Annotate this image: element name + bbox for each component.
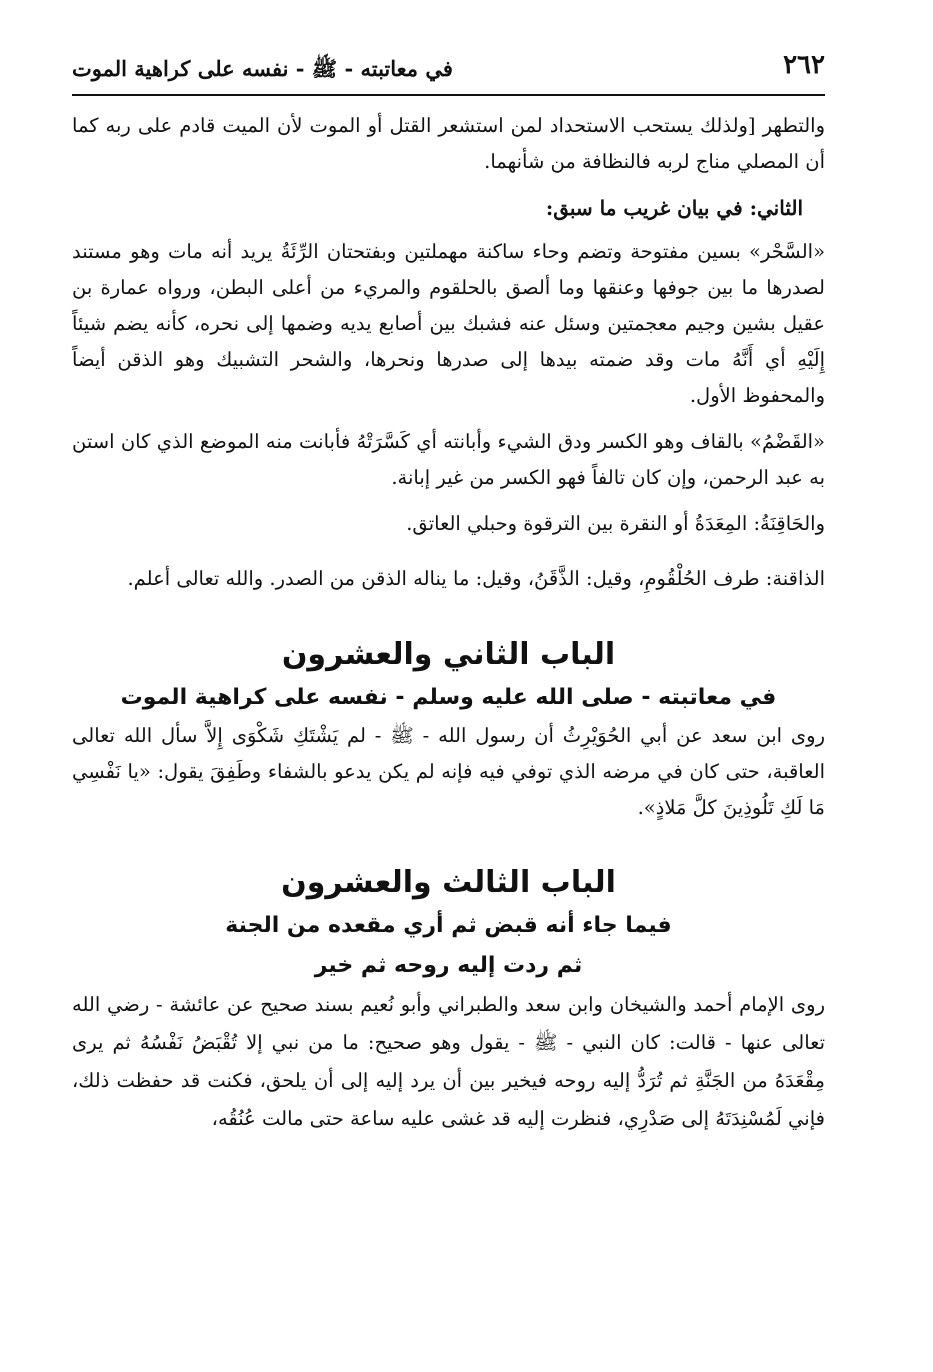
gloss-subheading: الثاني: في بيان غريب ما سبق:: [545, 196, 803, 220]
gloss-paragraph-dhaqina: الذاقنة: طرف الحُلْقُومِ، وقيل: الذَّقَنُ، وقيل: ما يناله الذقن من الصدر. والله تعالى أعلم.: [127, 567, 825, 590]
chapter-22-subtitle: في معاتبته - صلى الله عليه وسلم - نفسه على كراهية الموت: [120, 685, 777, 710]
page-number: ٢٦٢: [783, 50, 825, 80]
chapter-22-text: روى ابن سعد عن أبي الحُوَيْرِثُ أن رسول الله - ﷺ - لم يَشْتَكِ شَكْوَى إِلاَّ سأل الله تعالى العاقبة، حتى كان في مرضه الذي توفي فيه فإنه لم يكن يدعو بالشفاء وطَفِقَ يقول: «يا نَفْسِي مَا لَكِ تَلُوذِينَ كلَّ مَلاذٍ».: [72, 724, 825, 819]
page-content: [72, 96, 825, 1138]
section-spacer: [72, 606, 825, 632]
chapter-23-title: الباب الثالث والعشرون: [281, 865, 616, 900]
intro-paragraph: والتطهر [ولذلك يستحب الاستحداد لمن استشعر القتل أو الموت لأن الميت قادم على ربه كما أن المصلي مناج لربه فالنظافة من شأنهما.: [72, 114, 825, 173]
chapter-22-title: الباب الثاني والعشرون: [281, 637, 616, 672]
gloss-paragraph-sahr: «السَّحْر» بسين مفتوحة وتضم وحاء ساكنة مهملتين وبفتحتان الرِّئَةُ يريد أنه مات وهو مستند لصدرها ما بين جوفها وعنقها وما ألصق بالحلقوم والمريء من أعلى البطن، ورواه عمارة بن عقيل بشين وجيم معجمتين وسئل عنه فشبك بين أصابع يديه وضمها إلى نحره، كأنه يضم شيئاً إِلَيْهِ أي أَنَّهُ مات وقد ضمته بيدها إلى صدرها ونحرها، والشحر التشبيك وهو الذقن أيضاً والمحفوظ الأول.: [72, 240, 825, 407]
page-header: [72, 44, 825, 96]
running-title: في معاتبته - ﷺ - نفسه على كراهية الموت: [72, 56, 453, 81]
gloss-paragraph-qadm: «القَضْمُ» بالقاف وهو الكسر ودق الشيء وأبانته أي كَسَّرَتْهُ فأبانت منه الموضع الذي كان استن به عبد الرحمن، وإن كان تالفاً فهو الكسر من غير إبانة.: [72, 430, 825, 489]
chapter-23-subtitle-line1: فيما جاء أنه قبض ثم أري مقعده من الجنة: [225, 913, 672, 938]
gloss-paragraph-haqina: والحَاقِنَةُ: المِعَدَةُ أو النقرة بين الترقوة وحبلي العاتق.: [406, 512, 825, 535]
chapter-23-text: روى الإمام أحمد والشيخان وابن سعد والطبراني وأبو نُعيم بسند صحيح عن عائشة - رضي الله تعالى عنها - قالت: كان النبي - ﷺ - يقول وهو صحيح: ما من نبي إلا تُقْبَضُ نَفْسُهُ ثم يرى مِقْعَدَهُ من الجَنَّةِ ثم تُرَدُّ إليه روحه فيخير بين أن يرد إليه إلى أن يلحق، فكنت قد حفظت ذلك، فإني لَمُسْنِدَتَهُ إلى صَدْرِي، فنظرت إليه قد غشى عليه ساعة حتى مالت عُنُقُه،: [72, 993, 825, 1130]
chapter-23-subtitle-line2: ثم ردت إليه روحه ثم خير: [314, 953, 583, 978]
section-spacer: [72, 826, 825, 860]
